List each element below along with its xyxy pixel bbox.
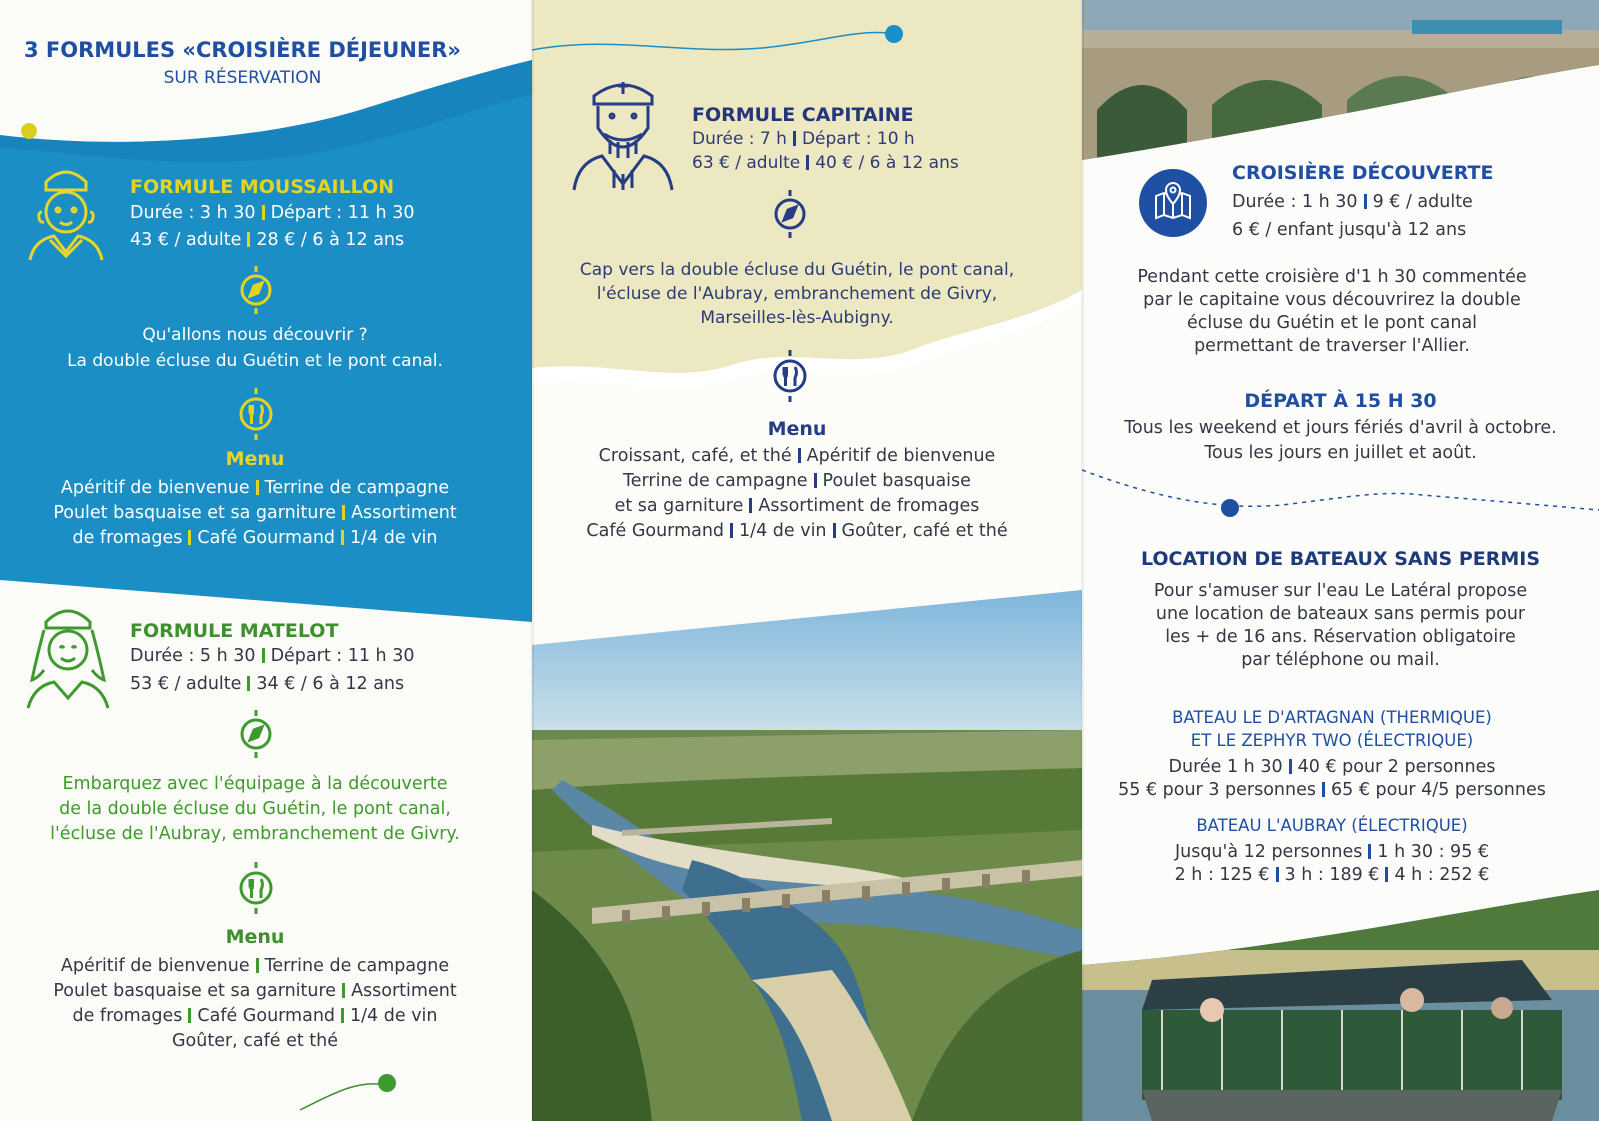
matelot-block: [130, 620, 430, 697]
menu-item: Apéritif de bienvenue: [806, 446, 996, 466]
menu-item: et sa garniture: [614, 496, 744, 516]
capitaine-duration: Durée : 7 h: [692, 129, 787, 149]
matelot-desc-line: de la double écluse du Guétin, le pont canal,: [59, 799, 451, 819]
menu-item: de fromages: [72, 1006, 183, 1026]
boat1-price: 55 € pour 3 personnes: [1118, 780, 1316, 800]
menu-item: 1/4 de vin: [350, 528, 438, 548]
moussaillon-menu-title: Menu: [225, 448, 285, 470]
menu-item: Café Gourmand: [197, 1006, 336, 1026]
menu-item: Poulet basquaise et sa garniture: [53, 503, 337, 523]
menu-item: Terrine de campagne: [264, 956, 450, 976]
capitaine-desc-line: l'écluse de l'Aubray, embranchement de Givry,: [596, 284, 998, 304]
matelot-price-adult: 53 € / adulte: [130, 674, 242, 694]
menu-item: Café Gourmand: [197, 528, 336, 548]
matelot-menu-title: Menu: [225, 926, 285, 948]
boat2-price: Jusqu'à 12 personnes: [1174, 842, 1363, 862]
capitaine-times: [692, 127, 1052, 151]
moussaillon-times: [130, 201, 420, 226]
matelot-duration: Durée : 5 h 30: [130, 646, 256, 666]
matelot-prices: [130, 672, 430, 697]
decouverte-desc-line: écluse du Guétin et le pont canal: [1186, 313, 1478, 333]
matelot-desc-line: l'écluse de l'Aubray, embranchement de Givry.: [50, 824, 460, 844]
capitaine-menu-line-3: [532, 494, 1062, 519]
capitaine-price-adult: 63 € / adulte: [692, 153, 801, 173]
moussaillon-price-child: 28 € / 6 à 12 ans: [256, 230, 405, 250]
capitaine-title: FORMULE CAPITAINE: [692, 104, 914, 126]
capitaine-menu-line-2: [532, 469, 1062, 494]
boat1-price-line: [1082, 779, 1582, 802]
decouverte-title: CROISIÈRE DÉCOUVERTE: [1232, 162, 1494, 184]
boat1-name: BATEAU LE D'ARTAGNAN (THERMIQUE): [1172, 708, 1492, 727]
decouverte-price-adult: 9 € / adulte: [1372, 192, 1473, 212]
menu-item: Poulet basquaise: [822, 471, 971, 491]
decouverte-desc-line: par le capitaine vous découvrirez la double: [1143, 290, 1521, 310]
fold-line: [531, 0, 534, 1121]
location-desc-line: une location de bateaux sans permis pour: [1155, 604, 1526, 624]
capitaine-menu-title: Menu: [767, 418, 827, 440]
fork-knife-icon: [236, 388, 276, 440]
matelot-title: FORMULE MATELOT: [130, 620, 339, 642]
matelot-price-child: 34 € / 6 à 12 ans: [256, 674, 405, 694]
boat1-price: 40 € pour 2 personnes: [1297, 757, 1496, 777]
location-block: [1082, 548, 1599, 672]
location-desc-line: les + de 16 ans. Réservation obligatoire: [1165, 627, 1516, 647]
discover-question: Qu'allons nous découvrir ?: [142, 325, 368, 345]
sailor-boy-icon: [20, 160, 112, 268]
decouverte-departure: [1082, 390, 1599, 466]
matelot-menu-line-1: [0, 954, 510, 979]
decouverte-line-1: [1232, 190, 1562, 215]
panel-formules-dejeuner: [0, 0, 532, 1121]
decouverte-block: [1232, 162, 1562, 243]
moussaillon-menu-line-2: [0, 501, 510, 526]
discover-answer: La double écluse du Guétin et le pont canal.: [67, 351, 443, 371]
boat2-name: BATEAU L'AUBRAY (ÉLECTRIQUE): [1196, 816, 1468, 835]
menu-item: 1/4 de vin: [739, 521, 827, 541]
location-desc-line: Pour s'amuser sur l'eau Le Latéral propose: [1153, 581, 1528, 601]
matelot-description: [0, 772, 510, 847]
capitaine-prices: [692, 151, 1052, 175]
boat2-price-line: [1082, 864, 1582, 887]
matelot-departure: Départ : 11 h 30: [270, 646, 415, 666]
boat1-price-line: [1082, 756, 1582, 779]
header-subtitle: SUR RÉSERVATION: [163, 68, 322, 88]
decouverte-line-2: 6 € / enfant jusqu'à 12 ans: [1232, 220, 1467, 240]
moussaillon-title: FORMULE MOUSSAILLON: [130, 176, 395, 198]
decouverte-duration: Durée : 1 h 30: [1232, 192, 1358, 212]
boat-rental-photo: [1082, 890, 1599, 1121]
fork-knife-icon: [236, 862, 276, 914]
boat1-name: ET LE ZEPHYR TWO (ÉLECTRIQUE): [1190, 731, 1474, 750]
capitaine-menu-line-1: [532, 444, 1062, 469]
moussaillon-duration: Durée : 3 h 30: [130, 203, 256, 223]
matelot-desc-line: Embarquez avec l'équipage à la découverte: [62, 774, 448, 794]
moussaillon-block: [130, 176, 420, 253]
capitaine-menu-line-4: [532, 519, 1062, 544]
departure-title: DÉPART À 15 H 30: [1244, 390, 1437, 412]
compass-icon: [238, 710, 274, 758]
boat2-price: 2 h : 125 €: [1174, 865, 1270, 885]
location-desc-line: par téléphone ou mail.: [1241, 650, 1440, 670]
decouverte-desc-line: permettant de traverser l'Allier.: [1194, 336, 1470, 356]
moussaillon-discover: [0, 322, 510, 374]
capitaine-menu: [532, 418, 1062, 544]
menu-item: Assortiment de fromages: [758, 496, 980, 516]
fork-knife-icon: [770, 350, 810, 402]
boat1-block: [1082, 706, 1582, 802]
menu-item: Apéritif de bienvenue: [60, 956, 250, 976]
panel-decouverte-location: [1082, 0, 1599, 1121]
compass-icon: [772, 190, 808, 238]
location-title: LOCATION DE BATEAUX SANS PERMIS: [1140, 548, 1541, 570]
boat2-price: 3 h : 189 €: [1284, 865, 1380, 885]
menu-item: Croissant, café, et thé: [598, 446, 792, 466]
boat1-price: Durée 1 h 30: [1168, 757, 1283, 777]
capitaine-price-child: 40 € / 6 à 12 ans: [815, 153, 959, 173]
compass-icon: [238, 266, 274, 314]
sailor-girl-icon: [18, 600, 118, 712]
capitaine-desc-line: Cap vers la double écluse du Guétin, le pont canal,: [579, 260, 1015, 280]
fold-line: [1081, 0, 1084, 1121]
capitaine-block: [692, 104, 1052, 175]
moussaillon-price-adult: 43 € / adulte: [130, 230, 242, 250]
matelot-menu-line-3: [0, 1004, 510, 1029]
menu-item: Terrine de campagne: [623, 471, 808, 491]
boat2-price-line: [1082, 841, 1582, 864]
menu-item: 1/4 de vin: [350, 1006, 438, 1026]
panel-formule-capitaine: [532, 0, 1082, 1121]
menu-item: Poulet basquaise et sa garniture: [53, 981, 337, 1001]
moussaillon-menu: [0, 448, 510, 551]
header-title: 3 FORMULES «CROISIÈRE DÉJEUNER»: [24, 38, 461, 62]
matelot-menu-line-2: [0, 979, 510, 1004]
menu-item: Café Gourmand: [586, 521, 725, 541]
menu-item: de fromages: [72, 528, 183, 548]
matelot-menu: [0, 926, 510, 1054]
boat2-block: [1082, 814, 1582, 887]
schedule-line: Tous les weekend et jours fériés d'avril à octobre.: [1124, 418, 1557, 438]
schedule-line: Tous les jours en juillet et août.: [1204, 443, 1477, 463]
menu-item: Goûter, café et thé: [171, 1031, 339, 1051]
menu-item: Goûter, café et thé: [841, 521, 1008, 541]
captain-icon: [568, 66, 678, 194]
decouverte-description: [1082, 266, 1582, 358]
menu-item: Assortiment: [351, 981, 457, 1001]
menu-item: Terrine de campagne: [264, 478, 450, 498]
menu-item: Assortiment: [351, 503, 457, 523]
moussaillon-menu-line-3: [0, 526, 510, 551]
capitaine-desc-line: Marseilles-lès-Aubigny.: [700, 308, 894, 328]
menu-item: Apéritif de bienvenue: [60, 478, 250, 498]
boat1-price: 65 € pour 4/5 personnes: [1330, 780, 1546, 800]
decouverte-desc-line: Pendant cette croisière d'1 h 30 commentée: [1137, 267, 1527, 287]
aerial-river-photo: [532, 590, 1082, 1121]
moussaillon-menu-line-1: [0, 476, 510, 501]
boat2-price: 4 h : 252 €: [1394, 865, 1490, 885]
matelot-menu-line-4: [0, 1029, 510, 1054]
capitaine-departure: Départ : 10 h: [801, 129, 915, 149]
moussaillon-prices: [130, 228, 420, 253]
matelot-times: [130, 644, 430, 669]
moussaillon-departure: Départ : 11 h 30: [270, 203, 415, 223]
header-block: [0, 38, 485, 88]
map-pin-icon: [1138, 168, 1208, 238]
capitaine-description: [532, 258, 1062, 330]
boat2-price: 1 h 30 : 95 €: [1377, 842, 1490, 862]
